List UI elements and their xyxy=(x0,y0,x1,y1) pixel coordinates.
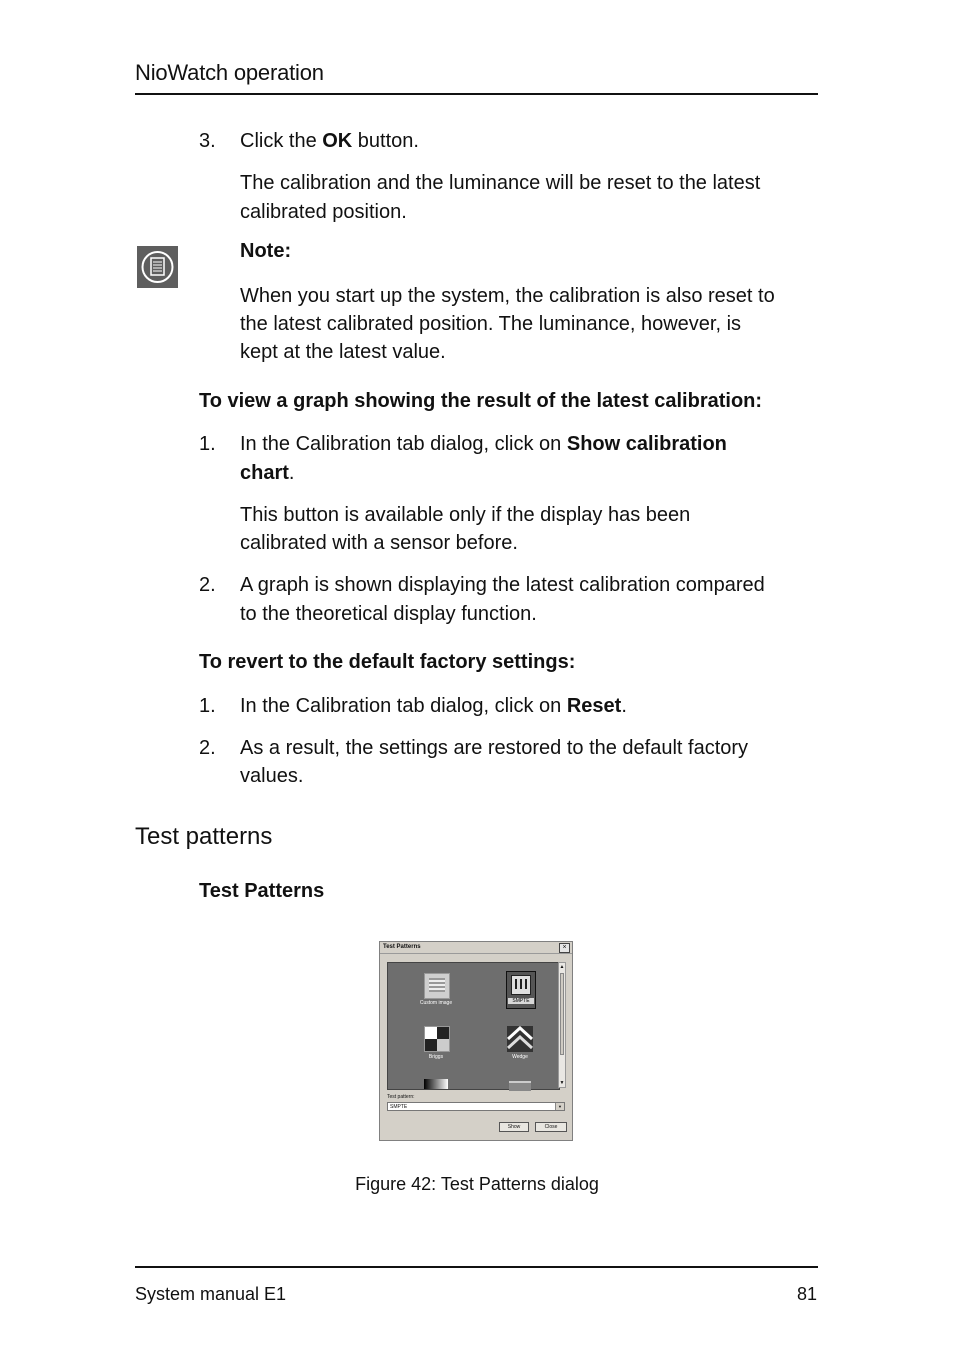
tile-label: Wedge xyxy=(512,1054,528,1060)
close-button[interactable]: Close xyxy=(535,1122,567,1132)
section-title: Test patterns xyxy=(135,823,273,850)
gradient-icon[interactable] xyxy=(424,1079,448,1089)
revert-step1-text-before: In the Calibration tab dialog, click on xyxy=(240,695,567,717)
revert-step2-line2: values. xyxy=(240,765,304,787)
pattern-list[interactable] xyxy=(387,962,560,1090)
vertical-scrollbar[interactable] xyxy=(558,962,566,1088)
pattern-icon[interactable] xyxy=(509,1081,531,1091)
subsection-heading: Test Patterns xyxy=(199,880,325,902)
step-number: 1. xyxy=(199,433,216,455)
show-button[interactable]: Show xyxy=(499,1122,529,1132)
revert-step2-line1: As a result, the settings are restored to the default factory xyxy=(240,737,749,759)
running-header: NioWatch operation xyxy=(135,60,324,85)
header-rule xyxy=(135,93,818,95)
step3-detail-line1: The calibration and the luminance will be reset to the latest xyxy=(240,172,761,194)
step3-text-after: button. xyxy=(352,130,419,152)
graph-step1-bold-1: Show calibration xyxy=(566,433,727,455)
graph-step1-bold-2: chart xyxy=(240,462,289,484)
dialog-title-bar xyxy=(380,942,572,954)
graph-step1-line2 xyxy=(240,459,294,488)
step-number: 2. xyxy=(199,737,216,759)
scroll-down-icon[interactable]: ▼ xyxy=(559,1080,565,1086)
scroll-thumb[interactable] xyxy=(560,973,564,1055)
step3-detail-line2: calibrated position. xyxy=(240,201,407,223)
smpte-icon xyxy=(511,975,531,995)
note-line1: When you start up the system, the calibration is also reset to xyxy=(240,285,775,307)
revert-step1-text-after: . xyxy=(621,695,627,717)
step-number: 3. xyxy=(199,130,216,152)
graph-step2-line2: to the theoretical display function. xyxy=(240,603,537,625)
chevron-down-icon[interactable]: ▼ xyxy=(555,1103,564,1110)
custom-image-icon[interactable] xyxy=(424,973,450,999)
graph-heading: To view a graph showing the result of the latest calibration: xyxy=(199,390,763,412)
footer-title: System manual E1 xyxy=(135,1284,287,1304)
graph-step1-text-before: In the Calibration tab dialog, click on xyxy=(240,433,567,455)
graph-step1-detail-line1: This button is available only if the display has been xyxy=(240,504,691,526)
figure-caption: Figure 42: Test Patterns dialog xyxy=(355,1174,599,1194)
graph-step1-detail-line2: calibrated with a sensor before. xyxy=(240,532,518,554)
revert-step1-bold: Reset xyxy=(566,695,622,717)
graph-step1-line1 xyxy=(240,430,727,459)
scroll-up-icon[interactable]: ▲ xyxy=(559,964,565,970)
tile-label: Custom image xyxy=(419,1000,453,1006)
step-number: 1. xyxy=(199,695,216,717)
pattern-select-value: SMPTE xyxy=(390,1104,408,1110)
footer-rule xyxy=(135,1266,818,1268)
graph-step1-text-after: . xyxy=(288,462,295,484)
dialog-title: Test Patterns xyxy=(383,944,421,950)
tile-selected[interactable] xyxy=(506,971,536,1009)
revert-heading: To revert to the default factory settings: xyxy=(199,651,576,673)
step3-text-before: Click the xyxy=(240,130,323,152)
page-number: 81 xyxy=(796,1284,817,1304)
note-label: Note: xyxy=(240,240,292,262)
note-line3: kept at the latest value. xyxy=(240,341,446,363)
graph-step2-line1: A graph is shown displaying the latest calibration compared xyxy=(240,574,765,596)
test-patterns-dialog xyxy=(379,941,573,1141)
step3-text xyxy=(240,127,419,156)
wedge-icon[interactable] xyxy=(507,1026,533,1052)
tile-label: SMPTE xyxy=(508,998,534,1004)
step3-bold: OK xyxy=(322,130,353,152)
step-number: 2. xyxy=(199,574,216,596)
note-document-icon xyxy=(137,246,178,288)
note-line2: the latest calibrated position. The luminance, however, is xyxy=(240,313,742,335)
briggs-icon[interactable] xyxy=(424,1026,450,1052)
pattern-label: Test pattern: xyxy=(387,1094,415,1100)
close-icon[interactable]: × xyxy=(559,943,570,953)
revert-step1-text xyxy=(240,692,627,721)
pattern-select[interactable] xyxy=(387,1102,565,1111)
tile-label: Briggs xyxy=(428,1054,444,1060)
